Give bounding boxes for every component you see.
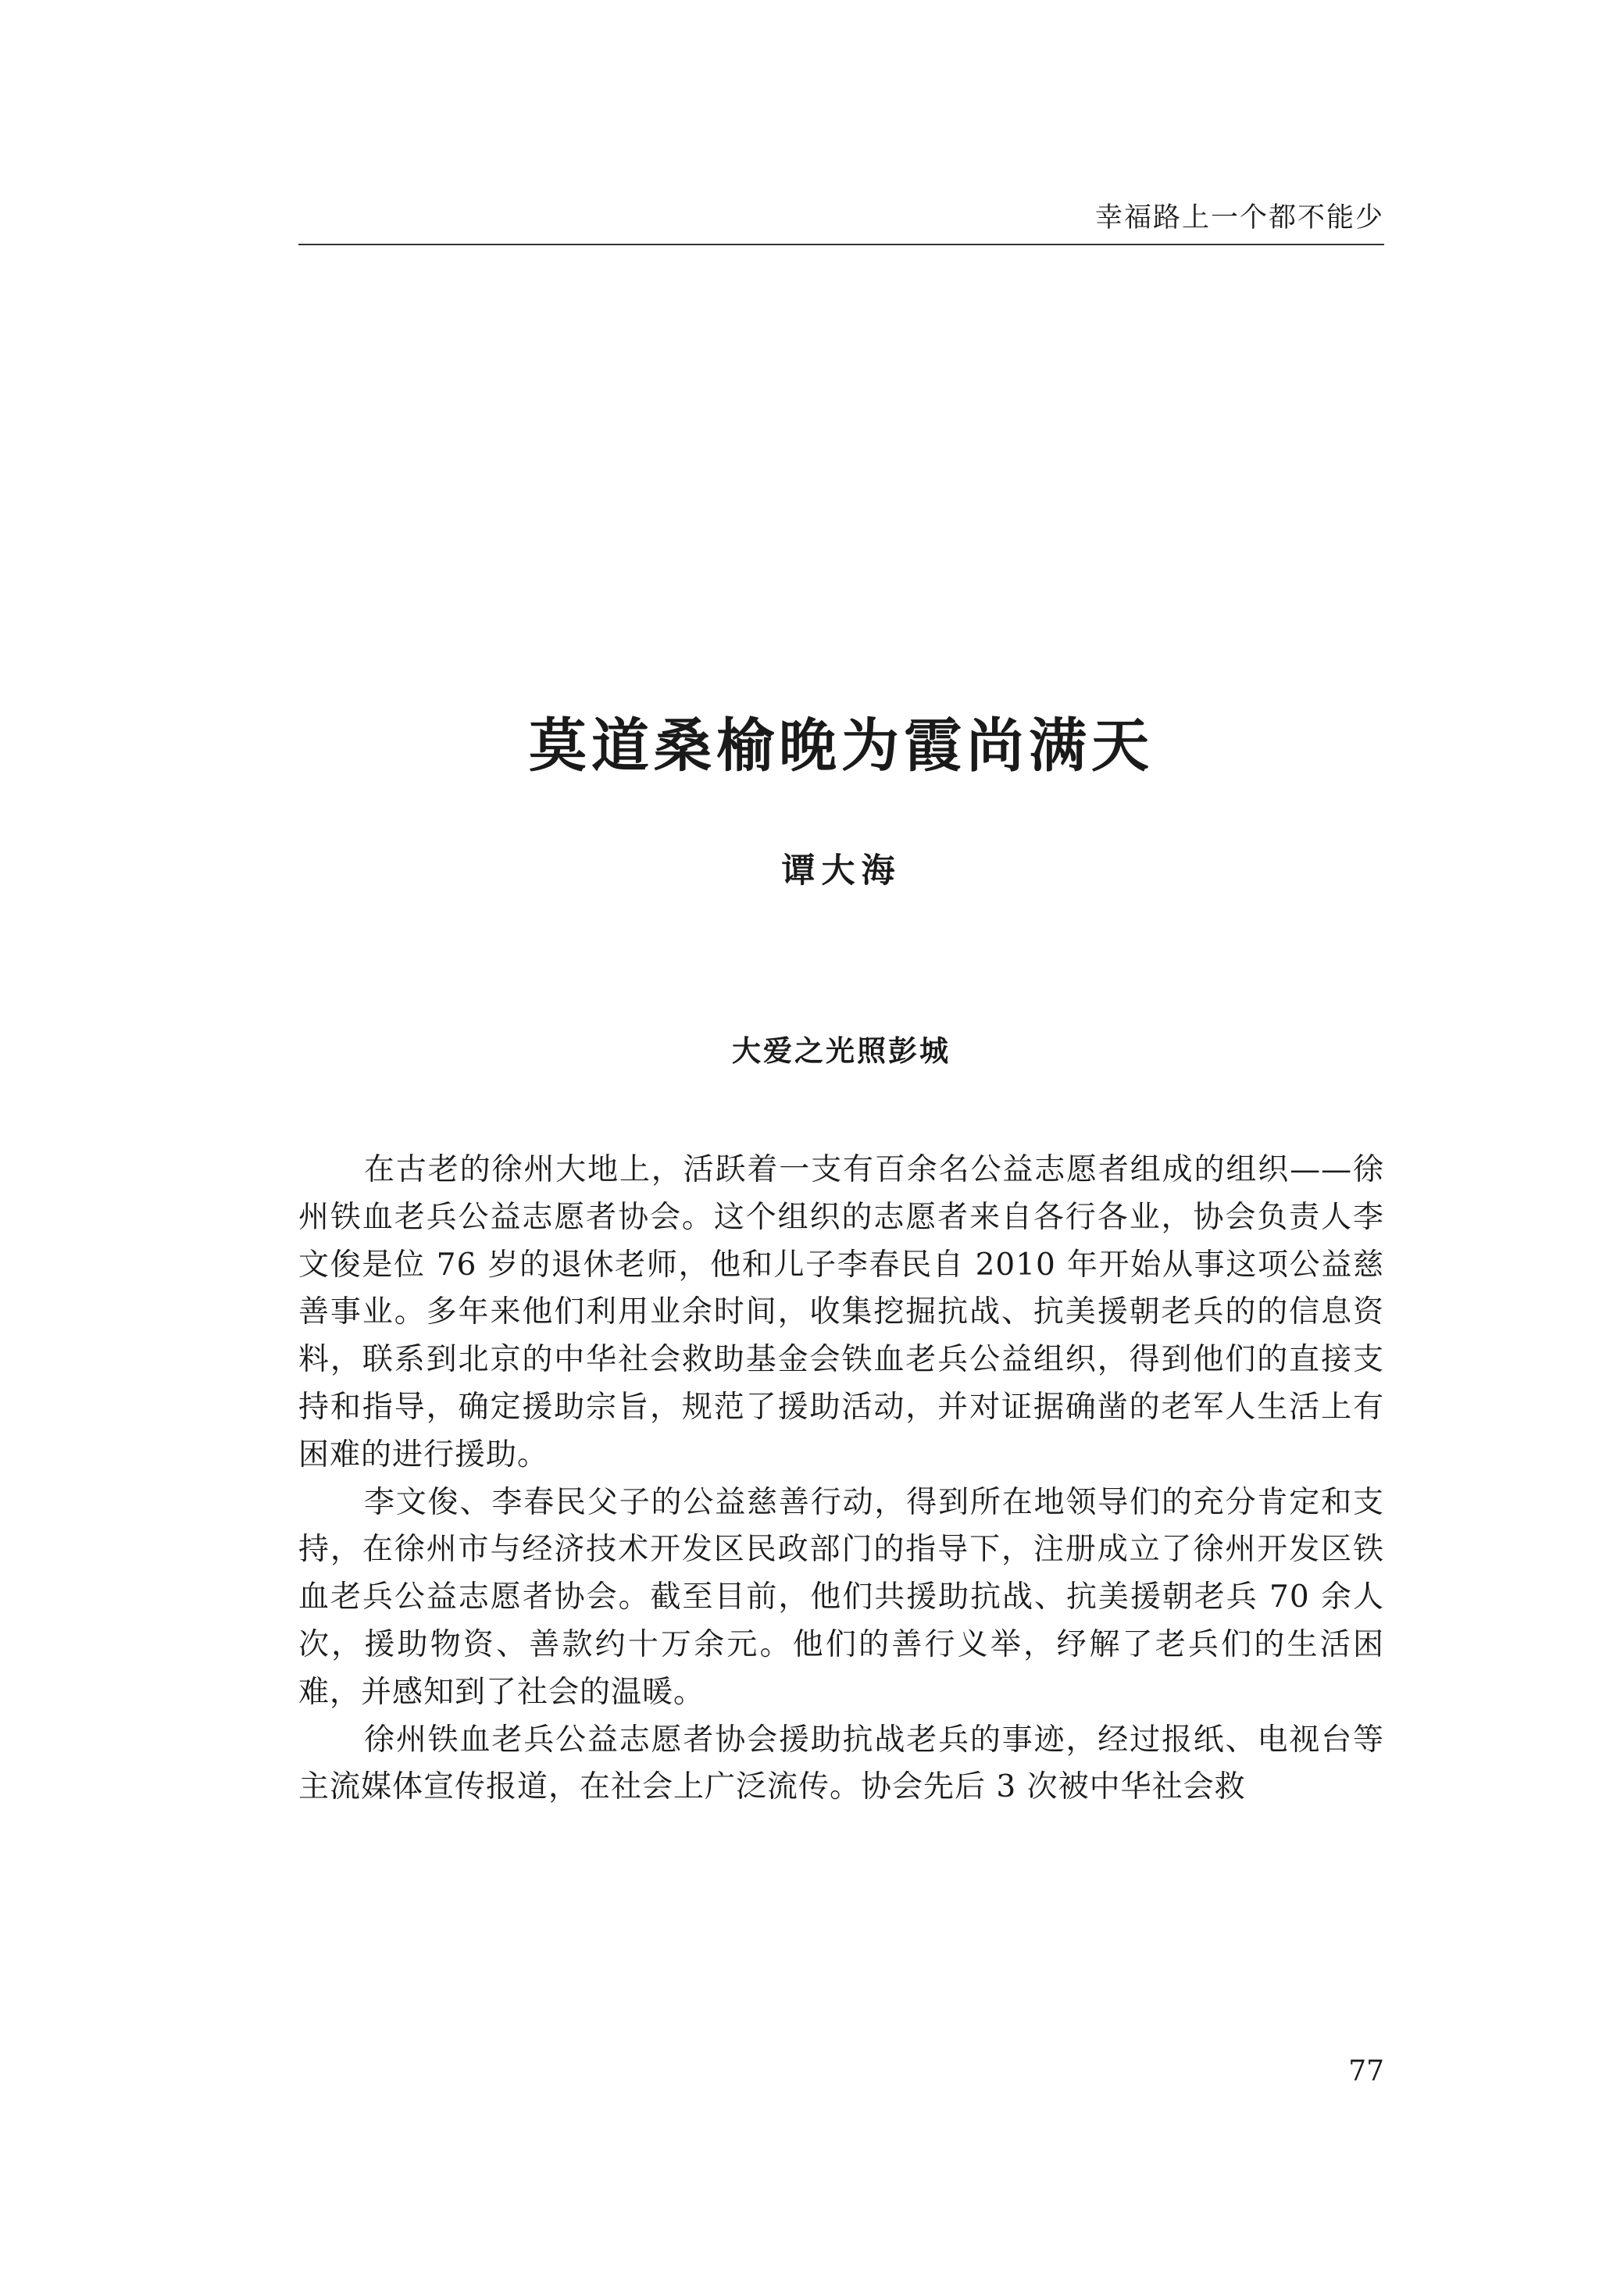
section-heading: 大爱之光照彭城 bbox=[732, 1034, 951, 1068]
header-divider bbox=[298, 244, 1384, 245]
body-paragraph: 在古老的徐州大地上，活跃着一支有百余名公益志愿者组成的组织——徐州铁血老兵公益志愿者协会。这个组织的志愿者来自各行各业，协会负责人李文俊是位 76 岁的退休老师，他和儿子李春民自 2010 年开始从事这项公益慈善事业。多年来他们利用业余时间，收集挖掘抗战、抗美援朝老兵的的信息资料，联系到北京的中华社会救助基金会铁血老兵公益组织，得到他们的直接支持和指导，确定援助宗旨，规范了援助活动，并对证据确凿的老军人生活上有困难的进行援助。 bbox=[298, 1152, 1384, 1472]
article-body bbox=[298, 1147, 1384, 1811]
running-header: 幸福路上一个都不能少 bbox=[1094, 202, 1384, 234]
page-number: 77 bbox=[1348, 2055, 1384, 2087]
body-paragraph: 徐州铁血老兵公益志愿者协会援助抗战老兵的事迹，经过报纸、电视台等主流媒体宣传报道，在社会上广泛流传。协会先后 3 次被中华社会救 bbox=[298, 1722, 1384, 1805]
article-title: 莫道桑榆晚为霞尚满天 bbox=[529, 712, 1154, 780]
body-paragraph: 李文俊、李春民父子的公益慈善行动，得到所在地领导们的充分肯定和支持，在徐州市与经济技术开发区民政部门的指导下，注册成立了徐州开发区铁血老兵公益志愿者协会。截至目前，他们共援助抗战、抗美援朝老兵 70 余人次，援助物资、善款约十万余元。他们的善行义举，纾解了老兵们的生活困难，并感知到了社会的温暖。 bbox=[298, 1484, 1384, 1710]
author-name: 谭大海 bbox=[781, 851, 901, 891]
